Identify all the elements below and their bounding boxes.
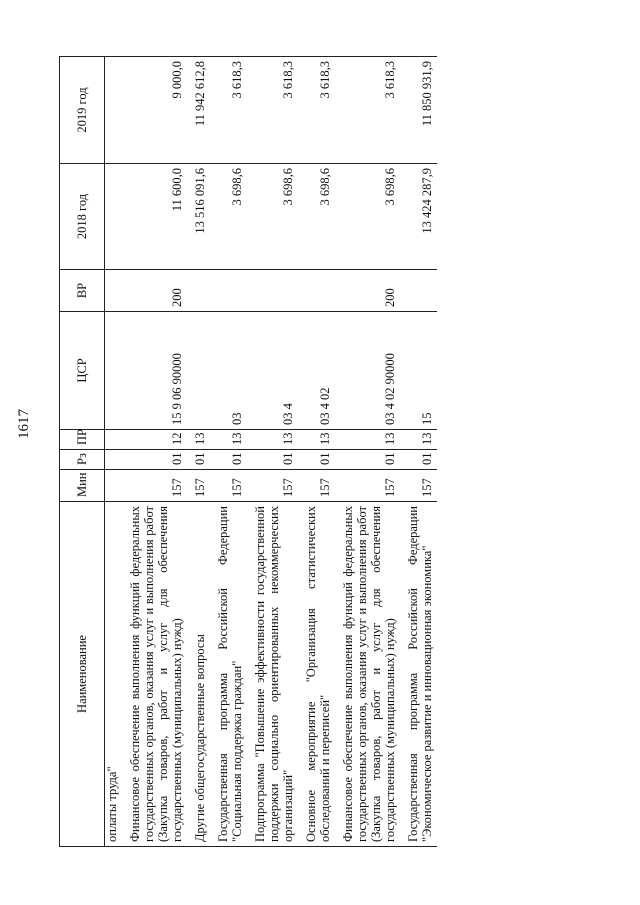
table-row [400, 57, 437, 847]
row-2019-cell: 9 000,0 [122, 57, 187, 164]
row-pr-cell: 13 [400, 430, 437, 450]
row-rz-cell: 01 [335, 450, 400, 470]
row-2019-cell: 11 850 931,9 [400, 57, 437, 164]
row-rz-cell: 01 [298, 450, 335, 470]
row-pr-cell: 13 [298, 430, 335, 450]
row-pr-cell: 13 [187, 430, 210, 450]
row-vr-cell [400, 270, 437, 312]
row-2019-cell: 11 942 612,8 [187, 57, 210, 164]
row-2019-cell [105, 57, 123, 164]
row-min-cell: 157 [210, 470, 247, 502]
header-min: Мин [60, 470, 105, 502]
row-2018-cell: 3 698,6 [247, 164, 298, 270]
row-rz-cell: 01 [247, 450, 298, 470]
table-row [122, 57, 187, 847]
row-rz-cell: 01 [210, 450, 247, 470]
table-header [60, 57, 105, 847]
row-vr-cell: 200 [335, 270, 400, 312]
row-csr-cell: 03 4 [247, 312, 298, 430]
header-2019: 2019 год [60, 57, 105, 164]
row-name-cell: Финансовое обеспечение выполнения функций федеральных государственных органов, оказания услуг и выполнения работ (Закупка товаров, работ и услуг для обеспечения государственных (муниципальных) нужд) [335, 502, 400, 847]
row-rz-cell: 01 [122, 450, 187, 470]
row-pr-cell: 13 [247, 430, 298, 450]
table-body [105, 57, 438, 847]
header-vr: ВР [60, 270, 105, 312]
row-pr-cell: 13 [335, 430, 400, 450]
row-2018-cell: 11 600,0 [122, 164, 187, 270]
row-min-cell: 157 [187, 470, 210, 502]
row-2018-cell [105, 164, 123, 270]
row-min-cell: 157 [400, 470, 437, 502]
header-name: Наименование [60, 502, 105, 847]
row-name-cell: Государственная программа Российской Федерации "Социальная поддержка граждан" [210, 502, 247, 847]
row-pr-cell: 13 [210, 430, 247, 450]
table-row [335, 57, 400, 847]
row-2019-cell: 3 618,3 [298, 57, 335, 164]
row-2018-cell: 13 516 091,6 [187, 164, 210, 270]
budget-table [59, 56, 437, 847]
row-csr-cell [105, 312, 123, 430]
row-csr-cell [187, 312, 210, 430]
row-2019-cell: 3 618,3 [335, 57, 400, 164]
row-vr-cell [210, 270, 247, 312]
row-rz-cell [105, 450, 123, 470]
table-row [298, 57, 335, 847]
header-2018: 2018 год [60, 164, 105, 270]
row-min-cell: 157 [247, 470, 298, 502]
table-row [105, 57, 123, 847]
row-min-cell: 157 [298, 470, 335, 502]
table-row [210, 57, 247, 847]
row-csr-cell: 15 [400, 312, 437, 430]
row-vr-cell [105, 270, 123, 312]
row-name-cell: Финансовое обеспечение выполнения функций федеральных государственных органов, оказания услуг и выполнения работ (Закупка товаров, работ и услуг для обеспечения государственных (муниципальных) нужд) [122, 502, 187, 847]
row-name-cell: Основное мероприятие "Организация статистических обследований и переписей" [298, 502, 335, 847]
row-min-cell: 157 [335, 470, 400, 502]
row-2018-cell: 3 698,6 [210, 164, 247, 270]
row-name-cell: Другие общегосударственные вопросы [187, 502, 210, 847]
row-2018-cell: 3 698,6 [298, 164, 335, 270]
row-2019-cell: 3 618,3 [210, 57, 247, 164]
row-csr-cell: 03 4 02 90000 [335, 312, 400, 430]
row-name-cell: Государственная программа Российской Федерации "Экономическое развитие и инновационная экономика" [400, 502, 437, 847]
row-vr-cell [298, 270, 335, 312]
row-vr-cell [187, 270, 210, 312]
row-name-cell: Подпрограмма "Повышение эффективности государственной поддержки социально ориентированных некоммерческих организаций" [247, 502, 298, 847]
row-csr-cell: 03 [210, 312, 247, 430]
header-rz: Рз [60, 450, 105, 470]
row-csr-cell: 03 4 02 [298, 312, 335, 430]
row-pr-cell [105, 430, 123, 450]
row-rz-cell: 01 [187, 450, 210, 470]
row-2018-cell: 13 424 287,9 [400, 164, 437, 270]
row-min-cell [105, 470, 123, 502]
row-vr-cell [247, 270, 298, 312]
row-2019-cell: 3 618,3 [247, 57, 298, 164]
row-vr-cell: 200 [122, 270, 187, 312]
row-rz-cell: 01 [400, 450, 437, 470]
table-row [247, 57, 298, 847]
table-row [187, 57, 210, 847]
header-pr: ПР [60, 430, 105, 450]
page-number: 1617 [16, 409, 32, 439]
row-csr-cell: 15 9 06 90000 [122, 312, 187, 430]
row-name-cell: оплаты труда" [105, 502, 123, 847]
row-2018-cell: 3 698,6 [335, 164, 400, 270]
row-min-cell: 157 [122, 470, 187, 502]
row-pr-cell: 12 [122, 430, 187, 450]
rotated-budget-table-container [59, 57, 589, 847]
header-csr: ЦСР [60, 312, 105, 430]
